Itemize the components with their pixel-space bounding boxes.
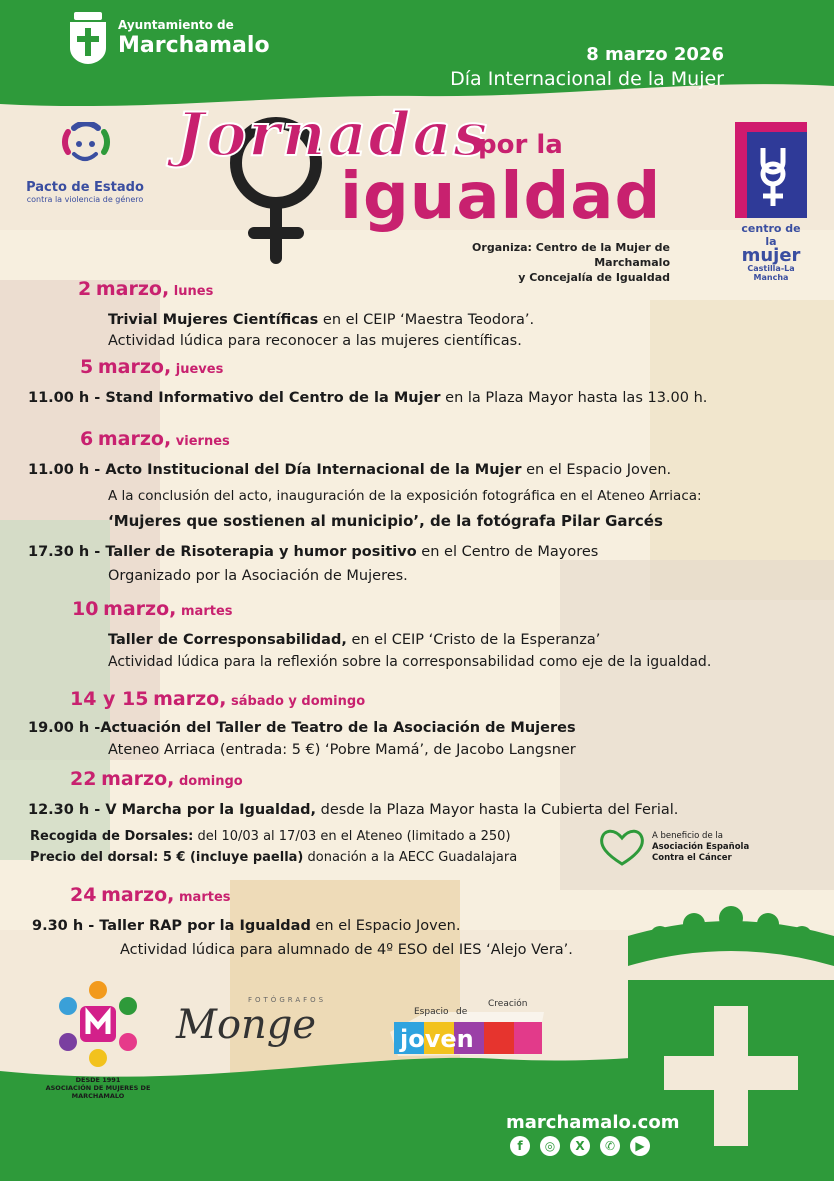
centro-mujer-emblem (735, 122, 807, 232)
event-place: en la Plaza Mayor hasta las 13.00 h. (440, 390, 708, 406)
centro-mujer-label: centro de la (741, 222, 801, 248)
joven-creacion: Creación (488, 999, 528, 1009)
day-number: 22 (70, 768, 97, 790)
event-time: 11.00 h - (28, 462, 106, 478)
event-corresponsabilidad (108, 632, 600, 648)
event-acto-institucional (28, 462, 671, 478)
day-number: 14 y 15 (70, 688, 149, 710)
title-igualdad: igualdad (340, 160, 662, 234)
event-place: en el CEIP ‘Maestra Teodora’. (318, 312, 535, 328)
event-corresponsabilidad-desc: Actividad lúdica para la reflexión sobre la corresponsabilidad como eje de la igualdad. (108, 654, 712, 670)
aecc-logo (598, 826, 749, 868)
event-teatro (28, 720, 576, 736)
day-month: marzo, (97, 356, 172, 378)
day-weekday: viernes (175, 434, 230, 449)
dorsal-pickup (30, 829, 511, 844)
event-rap-desc: Actividad lúdica para alumnado de 4º ESO del IES ‘Alejo Vera’. (120, 942, 573, 958)
espacio-joven-logo (386, 994, 551, 1064)
aecc-line-2: Asociación Española (652, 841, 750, 852)
event-time: 11.00 h - (28, 390, 106, 406)
centro-mujer-logo (735, 122, 807, 282)
day-month: marzo, (101, 884, 175, 906)
event-title: Trivial Mujeres Científicas (108, 312, 319, 328)
event-time: 17.30 h - (28, 544, 106, 560)
shield-icon (66, 10, 110, 66)
municipality-label: Ayuntamiento de (118, 18, 234, 32)
day-name: Día Internacional de la Mujer (450, 68, 724, 90)
smile-icon (54, 122, 116, 174)
event-place: en el CEIP ‘Cristo de la Esperanza’ (346, 632, 601, 648)
event-marcha (28, 802, 678, 818)
x-icon[interactable]: X (570, 1136, 590, 1156)
day-heading-22-marzo (70, 768, 243, 790)
price-label: Precio del dorsal: (30, 850, 163, 865)
event-time: 12.30 h - (28, 802, 106, 818)
day-number: 2 (78, 278, 92, 300)
youtube-icon[interactable]: ▶ (630, 1136, 650, 1156)
day-weekday: lunes (173, 284, 214, 299)
municipality-name: Marchamalo (118, 33, 270, 58)
day-month: marzo, (103, 598, 177, 620)
day-weekday: martes (179, 890, 231, 905)
event-trivial (108, 312, 534, 328)
day-number: 6 (80, 428, 94, 450)
price-value: 5 € (incluye paella) (162, 850, 304, 865)
day-month: marzo, (101, 768, 175, 790)
pacto-subtitle: contra la violencia de género (26, 195, 144, 204)
amm-since: DESDE 1991 (75, 1076, 121, 1084)
day-number: 5 (80, 356, 94, 378)
day-weekday: domingo (179, 774, 243, 789)
dorsal-label: Recogida de Dorsales: (30, 829, 194, 844)
dorsal-text: del 10/03 al 17/03 en el Ateneo (limitado a 250) (193, 829, 511, 844)
title-por-la: por la (478, 130, 563, 160)
organizer-line-1: Organiza: Centro de la Mujer de Marchamalo (472, 241, 670, 269)
amm-name-1: ASOCIACIÓN DE MUJERES DE (45, 1084, 151, 1092)
monge-subtitle: FOTÓGRAFOS (248, 996, 327, 1004)
event-title: Taller de Risoterapia y humor positivo (105, 544, 417, 560)
event-place: en el Espacio Joven. (310, 918, 461, 934)
heart-icon (598, 826, 646, 868)
pacto-logo (20, 122, 150, 204)
event-title: Taller de Corresponsabilidad, (108, 632, 347, 648)
aecc-line-1: A beneficio de la (652, 830, 723, 841)
day-heading-10-marzo (72, 598, 233, 620)
day-month: marzo, (95, 278, 170, 300)
event-time: 9.30 h - (32, 918, 100, 934)
social-icons (510, 1136, 650, 1156)
event-risoterapia (28, 544, 598, 560)
amm-name-2: MARCHAMALO (71, 1092, 125, 1100)
event-title: Acto Institucional del Día Internacional de la Mujer (105, 462, 522, 478)
day-month: marzo, (97, 428, 172, 450)
price-text: donación a la AECC Guadalajara (303, 850, 518, 865)
day-month: marzo, (153, 688, 227, 710)
joven-espacio: Espacio (414, 1007, 449, 1017)
crest-emblem (628, 896, 834, 1181)
facebook-icon[interactable]: f (510, 1136, 530, 1156)
event-stand (28, 390, 707, 406)
event-rap (32, 918, 460, 934)
event-place: en el Espacio Joven. (521, 462, 672, 478)
event-place: desde la Plaza Mayor hasta la Cubierta del Ferial. (316, 802, 679, 818)
municipality-logo (66, 10, 270, 66)
day-heading-24-marzo (70, 884, 231, 906)
title-jornadas: Jornadas (176, 100, 490, 170)
day-number: 24 (70, 884, 97, 906)
day-weekday: sábado y domingo (231, 694, 366, 709)
event-trivial-desc: Actividad lúdica para reconocer a las mujeres científicas. (108, 333, 522, 349)
centro-mujer-name: mujer (741, 245, 801, 266)
event-title: Stand Informativo del Centro de la Mujer (105, 390, 441, 406)
joven-de: de (456, 1007, 468, 1017)
whatsapp-icon[interactable]: ✆ (600, 1136, 620, 1156)
day-heading-5-marzo (80, 356, 223, 378)
event-title: Actuación del Taller de Teatro de la Asociación de Mujeres (100, 720, 576, 736)
event-acto-desc: A la conclusión del acto, inauguración de la exposición fotográfica en el Ateneo Arriaca: (108, 488, 702, 504)
joven-word: joven (400, 1025, 474, 1053)
asociacion-mujeres-logo (44, 976, 152, 1100)
organizer-credit (420, 240, 670, 285)
centro-mujer-region: Castilla-La Mancha (747, 264, 795, 282)
day-weekday: jueves (175, 362, 224, 377)
day-number: 10 (72, 598, 99, 620)
day-heading-2-marzo (78, 278, 213, 300)
pacto-title: Pacto de Estado (26, 180, 144, 195)
organizer-line-2: y Concejalía de Igualdad (518, 271, 670, 284)
event-time: 19.00 h - (28, 720, 101, 736)
instagram-icon[interactable]: ◎ (540, 1136, 560, 1156)
people-circle-icon (50, 976, 146, 1072)
day-heading-6-marzo (80, 428, 230, 450)
monge-logo: Monge (176, 1002, 317, 1048)
website-link[interactable]: marchamalo.com (506, 1112, 680, 1133)
aecc-line-3: Contra el Cáncer (652, 852, 732, 863)
event-risoterapia-desc: Organizado por la Asociación de Mujeres. (108, 568, 408, 584)
exhibition-title: ‘Mujeres que sostienen al municipio’, de la fotógrafa Pilar Garcés (108, 512, 663, 530)
event-title: V Marcha por la Igualdad, (105, 802, 316, 818)
dorsal-price (30, 850, 517, 865)
event-teatro-desc: Ateneo Arriaca (entrada: 5 €) ‘Pobre Mamá’, de Jacobo Langsner (108, 742, 576, 758)
event-place: en el Centro de Mayores (416, 544, 599, 560)
day-weekday: martes (181, 604, 233, 619)
event-date: 8 marzo 2026 (586, 44, 724, 65)
day-heading-14-15-marzo (70, 688, 365, 710)
event-title: Taller RAP por la Igualdad (99, 918, 311, 934)
